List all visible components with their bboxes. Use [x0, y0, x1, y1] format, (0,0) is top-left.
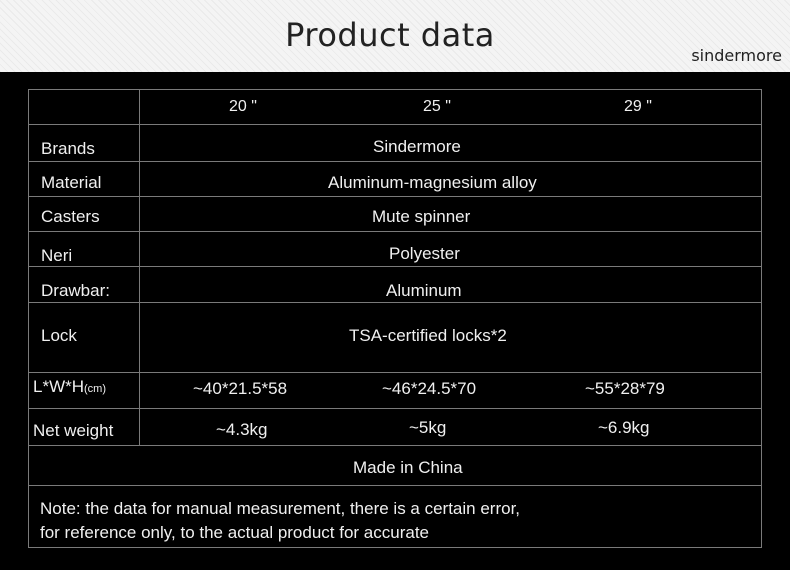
size-header-25: 25 " [423, 98, 451, 115]
dimensions-25: ~46*24.5*70 [382, 379, 477, 398]
row-label-lock: Lock [41, 326, 77, 345]
note-line-1: Note: the data for manual measurement, there is a certain error, [40, 499, 521, 518]
weight-25: ~5kg [409, 418, 447, 437]
size-header-29: 29 " [624, 98, 652, 115]
brands-value: Sindermore [373, 137, 461, 156]
dimensions-29: ~55*28*79 [585, 379, 665, 398]
row-label-material: Material [41, 173, 102, 192]
dimensions-20: ~40*21.5*58 [193, 379, 288, 398]
weight-20: ~4.3kg [216, 420, 268, 439]
row-label-drawbar: Drawbar: [41, 281, 110, 300]
table-border-left [28, 89, 29, 548]
weight-29: ~6.9kg [598, 418, 650, 437]
row-label-neri: Neri [41, 246, 73, 265]
size-header-20: 20 " [229, 98, 257, 115]
material-value: Aluminum-magnesium alloy [328, 173, 537, 192]
origin-text: Made in China [353, 458, 463, 477]
row-label-brands: Brands [41, 139, 95, 158]
table-border-right [761, 89, 762, 548]
casters-value: Mute spinner [372, 207, 471, 226]
page-title: Product data [285, 16, 495, 54]
table-border-bottom [28, 547, 762, 548]
row-divider [28, 485, 762, 486]
row-label-dimensions [33, 377, 106, 399]
measurement-note [40, 497, 520, 545]
brand-tag: sindermore [691, 46, 782, 65]
label-column-divider [139, 89, 140, 446]
dimensions-unit: (cm) [84, 383, 107, 395]
drawbar-value: Aluminum [386, 281, 462, 300]
row-label-casters: Casters [41, 207, 100, 226]
lock-value: TSA-certified locks*2 [349, 326, 507, 345]
note-line-2: for reference only, to the actual product for accurate [40, 523, 430, 542]
neri-value: Polyester [389, 244, 460, 263]
dimensions-label: L*W*H [33, 377, 85, 396]
row-label-weight: Net weight [33, 421, 114, 440]
